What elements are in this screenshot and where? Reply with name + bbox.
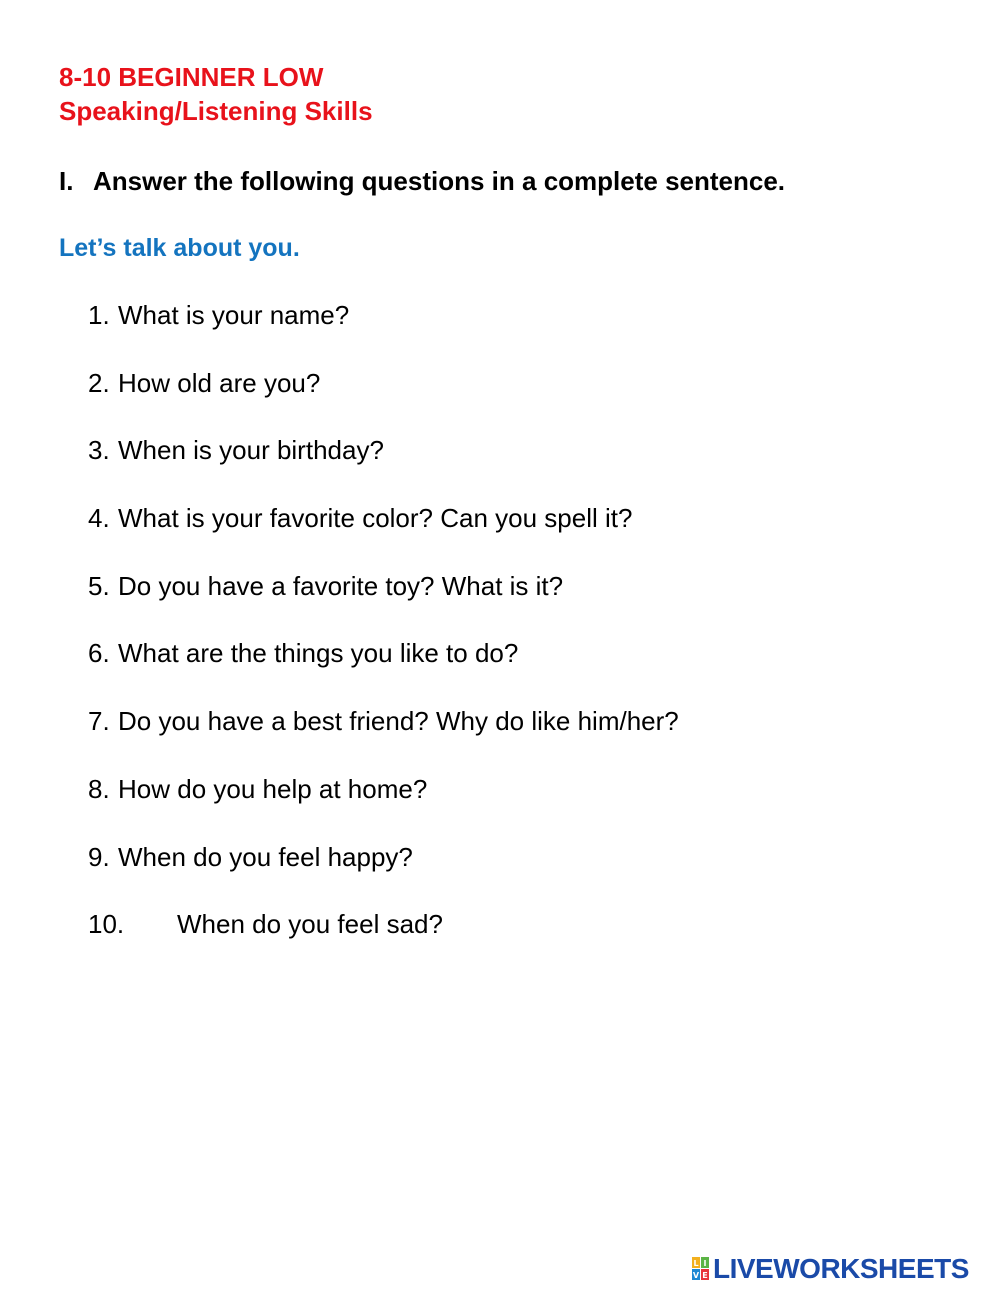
question-text: How do you help at home? [118,773,428,804]
question-number: 2. [88,367,110,398]
svg-text:L: L [693,1259,699,1268]
question-number: 5. [88,570,110,601]
question-number: 3. [88,435,110,466]
question-text: When is your birthday? [118,435,384,466]
question-number: 6. [88,638,110,669]
section-subheading: Let’s talk about you. [59,234,300,262]
question-number: 7. [88,706,110,737]
liveworksheets-wordmark: LIVEWORKSHEETS [713,1253,969,1284]
question-text: Do you have a best friend? Why do like him/her? [118,706,679,737]
question-number: 8. [88,773,110,804]
question-text: When do you feel happy? [118,841,413,872]
svg-text:V: V [692,1271,700,1280]
question-text: Do you have a favorite toy? What is it? [118,570,564,601]
question-text: What is your name? [118,300,350,330]
worksheet-skills-subtitle: Speaking/Listening Skills [59,96,373,126]
instruction-numeral: I. [59,166,74,196]
question-number: 4. [88,503,110,534]
svg-text:E: E [702,1271,708,1280]
svg-text:I: I [703,1259,707,1268]
question-number: 10. [88,909,125,940]
question-text: What is your favorite color? Can you spell it? [118,503,633,534]
question-text: How old are you? [118,367,321,398]
question-number: 9. [88,841,110,872]
instruction-text: Answer the following questions in a complete sentence. [93,166,786,196]
question-text: When do you feel sad? [177,909,443,940]
liveworksheets-logo [692,1254,969,1284]
liveworksheets-mark-icon [692,1257,710,1281]
question-number: 1. [88,300,110,330]
worksheet-level-title: 8-10 BEGINNER LOW [59,62,324,92]
question-text: What are the things you like to do? [118,638,519,669]
instruction-heading [59,166,785,196]
